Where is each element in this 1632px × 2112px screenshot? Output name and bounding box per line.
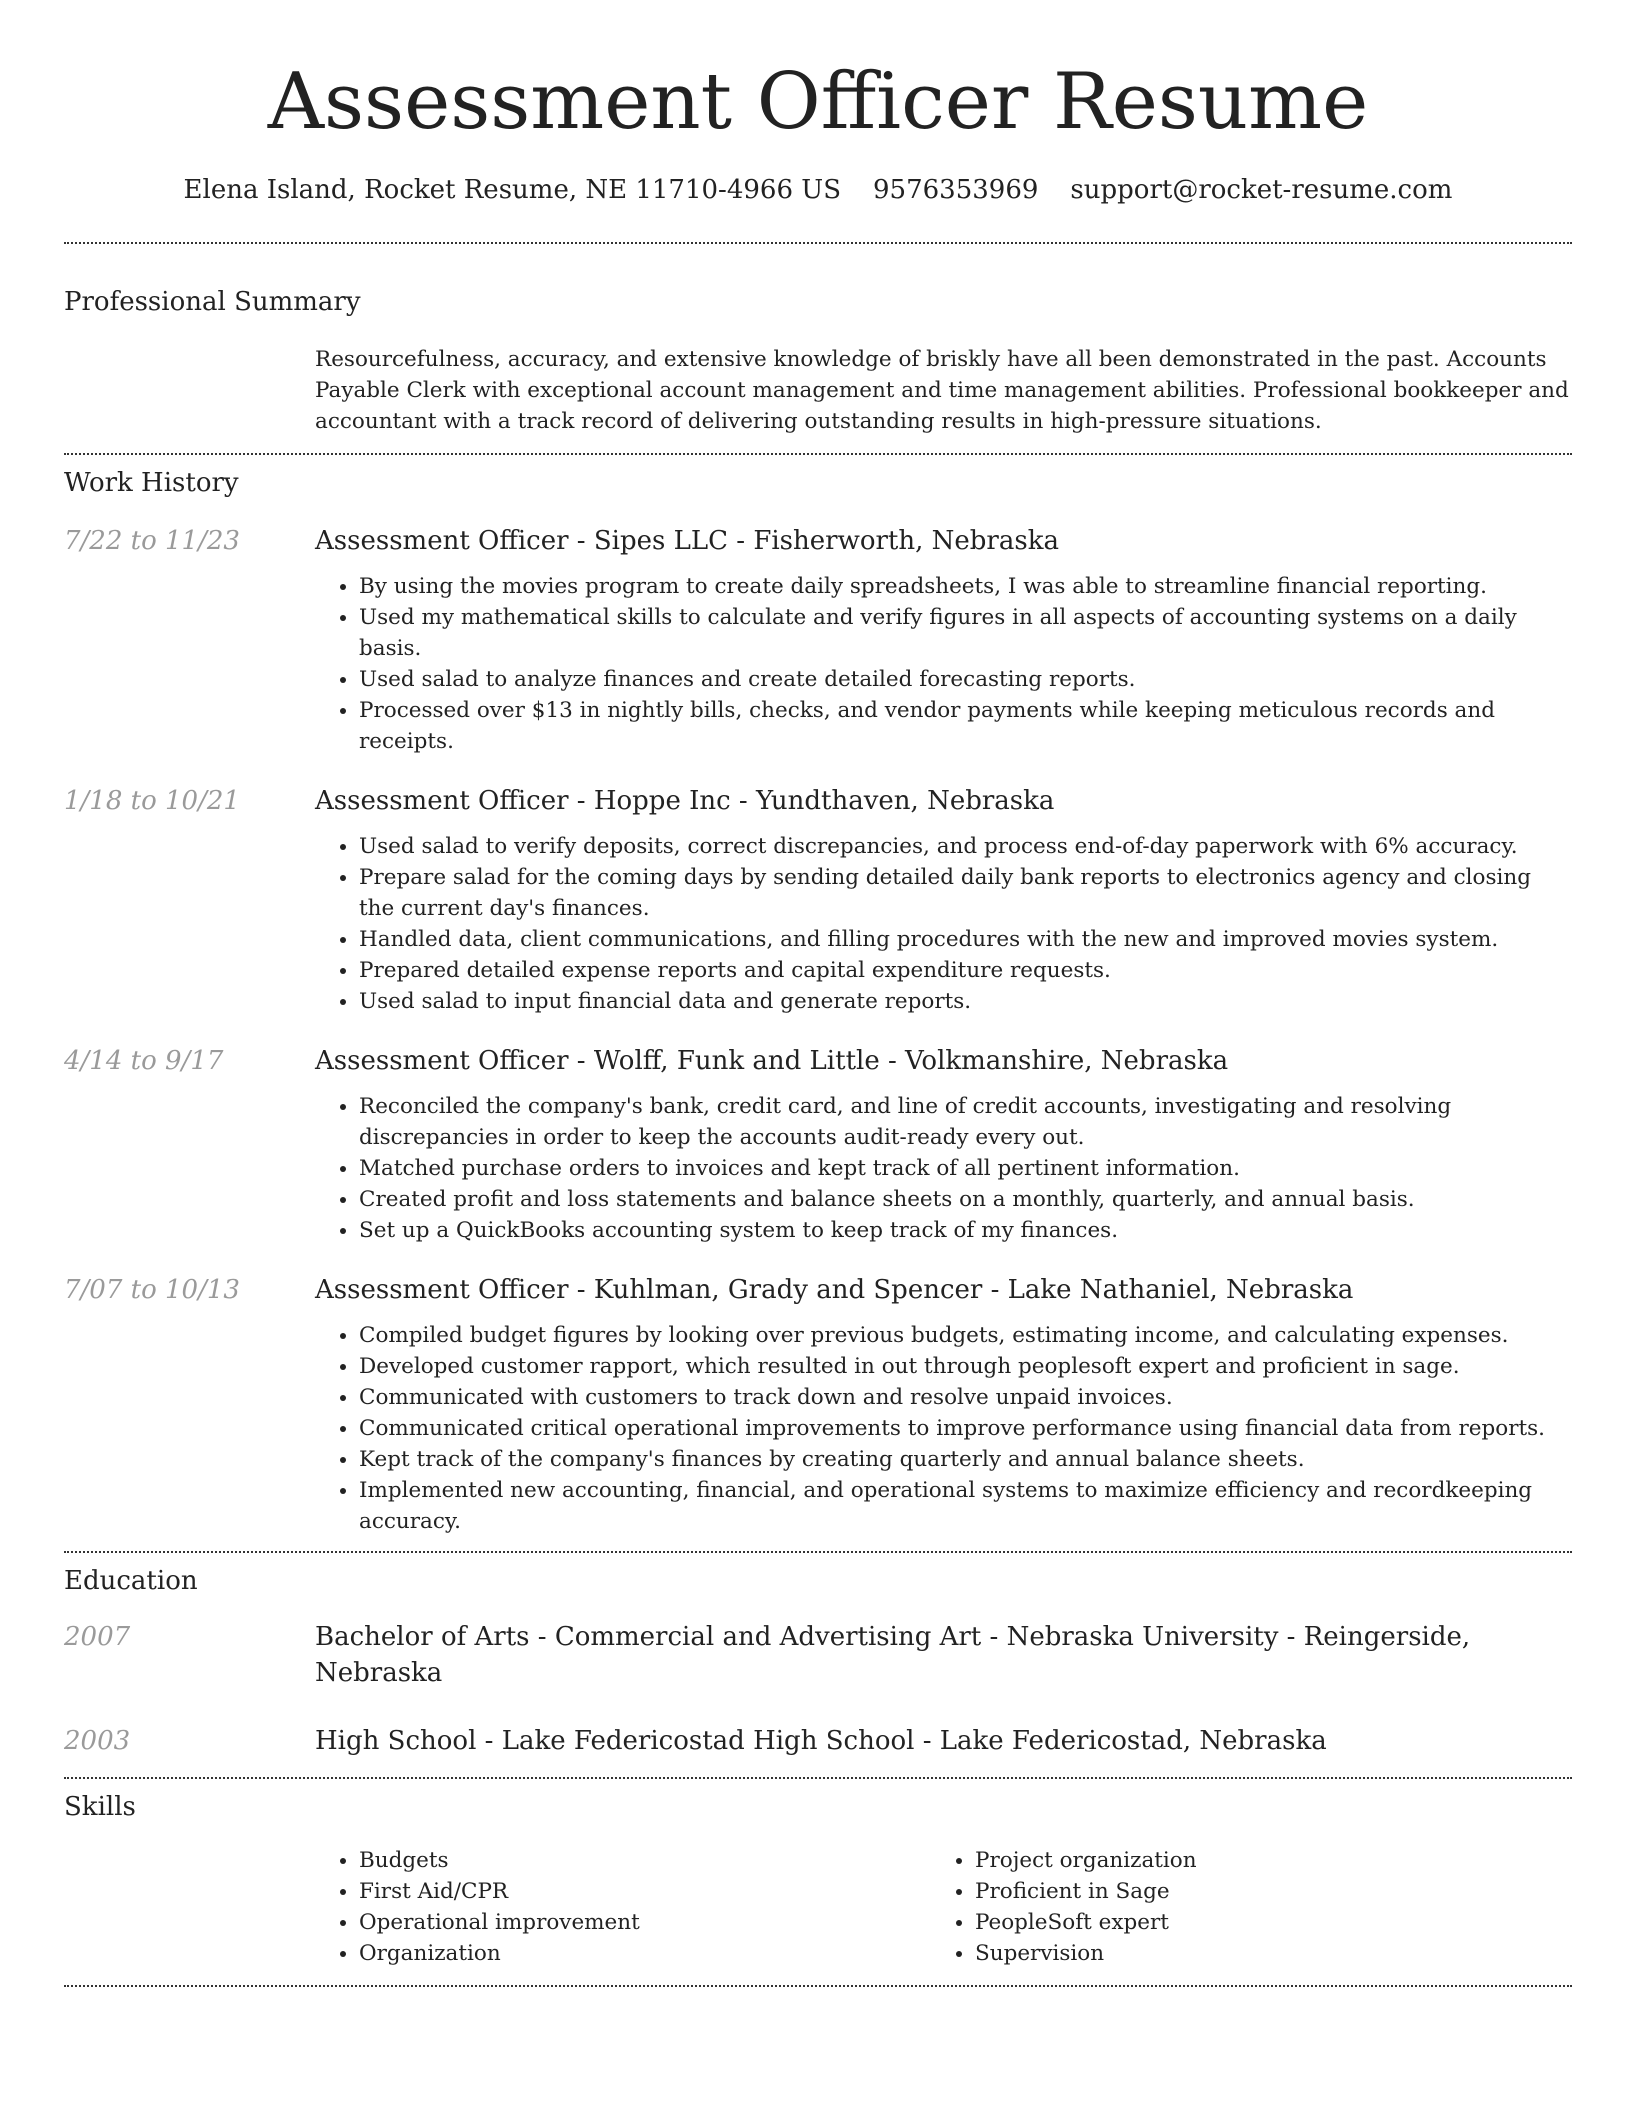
skills-column-right — [931, 1845, 1547, 1969]
job-dates: 7/07 to 10/13 — [64, 1275, 240, 1305]
skill-item: • Project organization — [975, 1845, 1547, 1876]
job-entry — [64, 1043, 1572, 1246]
job-duty: • Developed customer rapport, which resulted in out through peoplesoft expert and proficient in sage. — [359, 1351, 1572, 1382]
education-year: 2007 — [64, 1622, 131, 1652]
job-dates: 7/22 to 11/23 — [64, 526, 240, 556]
job-duties — [315, 571, 1572, 757]
skills-column-left — [315, 1845, 931, 1969]
job-duty: • Used my mathematical skills to calculate and verify figures in all aspects of accounting systems on a daily basis. — [359, 602, 1572, 664]
job-duty: • Matched purchase orders to invoices and kept track of all pertinent information. — [359, 1153, 1572, 1184]
job-duty: • Used salad to verify deposits, correct discrepancies, and process end-of-day paperwork with 6% accuracy. — [359, 831, 1572, 862]
job-duty: • Communicated critical operational improvements to improve performance using financial data from reports. — [359, 1413, 1572, 1444]
summary-heading: Professional Summary — [64, 287, 361, 317]
contact-address: Elena Island, Rocket Resume, NE 11710-4966 US — [183, 175, 841, 205]
job-duty: • Communicated with customers to track down and resolve unpaid invoices. — [359, 1382, 1572, 1413]
job-duty: • Implemented new accounting, financial, and operational systems to maximize efficiency and recordkeeping accuracy. — [359, 1475, 1572, 1537]
job-dates: 4/14 to 9/17 — [64, 1046, 224, 1076]
summary-text: Resourcefulness, accuracy, and extensive knowledge of briskly have all been demonstrated in the past. Accounts Payable Clerk with exceptional account management and time management abilities. Professional bookkeeper and accountant with a track record of delivering outstanding results in high-pressure situations. — [315, 347, 1569, 434]
resume-page — [64, 0, 1572, 1987]
contact-email: support@rocket-resume.com — [1070, 175, 1453, 205]
skill-item: • Supervision — [975, 1938, 1547, 1969]
section-divider — [64, 453, 1572, 455]
skill-item: • PeopleSoft expert — [975, 1907, 1547, 1938]
skills-list — [315, 1845, 1572, 1969]
education-year: 2003 — [64, 1726, 131, 1756]
job-title: Assessment Officer - Wolff, Funk and Little - Volkmanshire, Nebraska — [315, 1046, 1229, 1076]
section-divider — [64, 1777, 1572, 1779]
contact-line — [64, 172, 1572, 208]
contact-phone: 9576353969 — [873, 175, 1039, 205]
job-title: Assessment Officer - Sipes LLC - Fisherworth, Nebraska — [315, 526, 1059, 556]
job-title: Assessment Officer - Kuhlman, Grady and Spencer - Lake Nathaniel, Nebraska — [315, 1275, 1354, 1305]
skill-item: • First Aid/CPR — [359, 1876, 931, 1907]
education-entry — [64, 1619, 1572, 1691]
work-history-heading: Work History — [64, 468, 239, 498]
job-duty: • Processed over $13 in nightly bills, checks, and vendor payments while keeping meticulous records and receipts. — [359, 695, 1572, 757]
skill-item: • Operational improvement — [359, 1907, 931, 1938]
job-duty: • Kept track of the company's finances by creating quarterly and annual balance sheets. — [359, 1444, 1572, 1475]
skill-item: • Budgets — [359, 1845, 931, 1876]
education-entry — [64, 1723, 1572, 1759]
job-duties — [315, 1091, 1572, 1246]
job-title: Assessment Officer - Hoppe Inc - Yundthaven, Nebraska — [315, 786, 1055, 816]
education-heading: Education — [64, 1566, 198, 1596]
job-duty: • Compiled budget figures by looking over previous budgets, estimating income, and calculating expenses. — [359, 1320, 1572, 1351]
job-duty: • Handled data, client communications, and filling procedures with the new and improved movies system. — [359, 924, 1572, 955]
job-entry — [64, 523, 1572, 757]
job-entry — [64, 1272, 1572, 1537]
section-divider — [64, 242, 1572, 244]
section-divider — [64, 1985, 1572, 1987]
education-detail: High School - Lake Federicostad High School - Lake Federicostad, Nebraska — [315, 1726, 1327, 1756]
resume-title: Assessment Officer Resume — [267, 57, 1369, 147]
skill-item: • Proficient in Sage — [975, 1876, 1547, 1907]
job-duty: • By using the movies program to create daily spreadsheets, I was able to streamline financial reporting. — [359, 571, 1572, 602]
job-duty: • Reconciled the company's bank, credit card, and line of credit accounts, investigating and resolving discrepancies in order to keep the accounts audit-ready every out. — [359, 1091, 1572, 1153]
skills-heading: Skills — [64, 1792, 136, 1822]
education-detail: Bachelor of Arts - Commercial and Advertising Art - Nebraska University - Reingerside, Nebraska — [315, 1622, 1471, 1688]
skill-item: • Organization — [359, 1938, 931, 1969]
job-duty: • Prepared detailed expense reports and capital expenditure requests. — [359, 955, 1572, 986]
job-duty: • Prepare salad for the coming days by sending detailed daily bank reports to electronics agency and closing the current day's finances. — [359, 862, 1572, 924]
job-duties — [315, 831, 1572, 1017]
job-duties — [315, 1320, 1572, 1537]
section-divider — [64, 1551, 1572, 1553]
job-entry — [64, 783, 1572, 1017]
job-duty: • Used salad to input financial data and generate reports. — [359, 986, 1572, 1017]
job-duty: • Created profit and loss statements and balance sheets on a monthly, quarterly, and annual basis. — [359, 1184, 1572, 1215]
job-dates: 1/18 to 10/21 — [64, 786, 240, 816]
job-duty: • Used salad to analyze finances and create detailed forecasting reports. — [359, 664, 1572, 695]
job-duty: • Set up a QuickBooks accounting system to keep track of my finances. — [359, 1215, 1572, 1246]
